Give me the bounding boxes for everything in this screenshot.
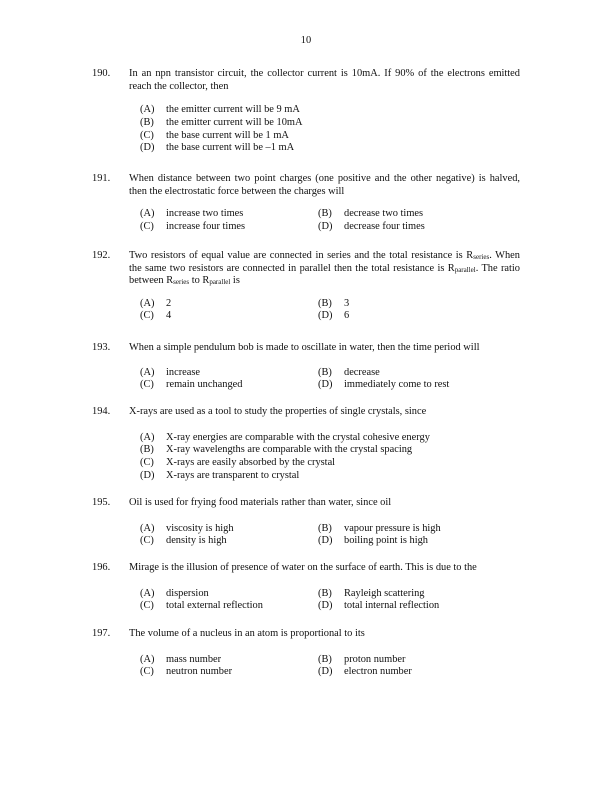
option-a: (A) mass number [140,653,222,665]
question-number: 194. [92,406,111,417]
question-196 [92,562,520,613]
option-b: (B) Rayleigh scattering [318,587,425,599]
option-b: (B) vapour pressure is high [318,522,441,534]
option-d: (D) total internal reflection [318,600,440,612]
option-c: (C) remain unchanged [140,379,243,391]
options-grid [140,654,520,679]
options-grid [140,298,520,323]
option-c: (C) neutron number [140,666,233,678]
options-list [140,104,520,155]
option-a: (A) 2 [140,297,172,309]
option-b: (B) 3 [318,297,350,309]
option-b: (B) X-ray wavelengths are comparable with the crystal spacing [140,444,413,456]
options-list [140,432,520,483]
question-number: 197. [92,628,111,639]
question-191 [92,173,520,234]
option-b: (B) proton number [318,653,406,665]
option-a: (A) dispersion [140,587,209,599]
question-stem: When distance between two point charges (one positive and the other negative) is halved, then the electrostatic force between the charges will [129,173,520,197]
question-stem: Two resistors of equal value are connected in series and the total resistance is $R_{series}$. When the same two resistors are connected in parallel then the total resistance is $R_{parallel}$. The ratio between $R_{series}$ to $R_{parallel}$ is [129,250,520,287]
option-b: (B) the emitter current will be 10mA [140,116,303,128]
option-a: (A) increase two times [140,208,244,220]
question-number: 195. [92,497,111,508]
option-d: (D) boiling point is high [318,535,428,547]
option-c: (C) increase four times [140,220,246,232]
options-grid [140,208,520,233]
option-b: (B) decrease [318,366,380,378]
question-195 [92,497,520,548]
question-stem: X-rays are used as a tool to study the properties of single crystals, since [129,406,427,417]
options-grid [140,523,520,548]
question-192 [92,250,520,323]
option-d: (D) the base current will be –1 mA [140,142,295,154]
option-d: (D) 6 [318,310,350,322]
option-b: (B) decrease two times [318,208,424,220]
option-d: (D) electron number [318,666,412,678]
option-d: (D) immediately come to rest [318,379,450,391]
question-number: 191. [92,173,111,184]
option-d: (D) X-rays are transparent to crystal [140,469,300,481]
option-d: (D) decrease four times [318,220,425,232]
question-193 [92,342,520,392]
question-197 [92,628,520,679]
question-number: 196. [92,562,111,573]
question-stem: The volume of a nucleus in an atom is proportional to its [129,628,365,639]
option-a: (A) the emitter current will be 9 mA [140,104,300,116]
question-stem: When a simple pendulum bob is made to oscillate in water, then the time period will [129,342,480,353]
question-number: 193. [92,342,111,353]
question-stem: In an npn transistor circuit, the collector current is 10mA. If 90% of the electrons emitted reach the collector, then [129,68,520,92]
page-number: 10 [300,35,312,46]
question-stem: Mirage is the illusion of presence of water on the surface of earth. This is due to the [129,562,477,573]
options-grid [140,367,520,392]
question-stem: Oil is used for frying food materials rather than water, since oil [129,497,392,508]
question-190 [92,68,520,155]
question-number: 190. [92,68,111,79]
option-a: (A) X-ray energies are comparable with the crystal cohesive energy [140,431,430,443]
question-194 [92,406,520,482]
option-c: (C) total external reflection [140,600,263,612]
options-grid [140,588,520,613]
question-number: 192. [92,250,111,261]
option-c: (C) density is high [140,535,227,547]
option-c: (C) 4 [140,310,172,322]
option-a: (A) viscosity is high [140,522,234,534]
option-c: (C) X-rays are easily absorbed by the crystal [140,456,336,468]
option-c: (C) the base current will be 1 mA [140,129,289,141]
option-a: (A) increase [140,366,201,378]
